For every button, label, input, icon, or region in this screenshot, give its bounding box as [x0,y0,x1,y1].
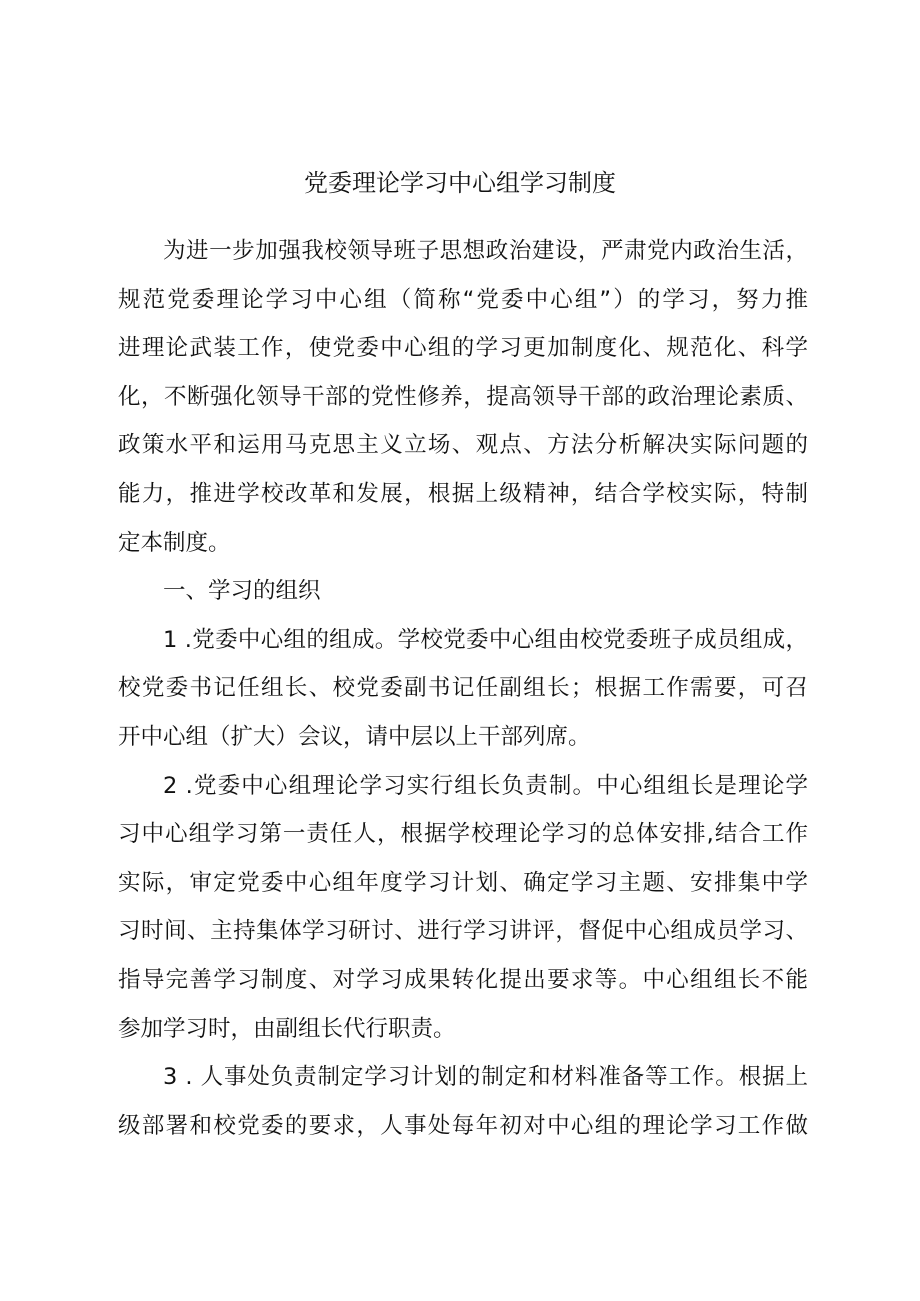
text-line: 级部署和校党委的要求，人事处每年初对中心组的理论学习工作做 [118,1112,808,1139]
document-body [118,227,808,1150]
text-line: 参加学习时，由副组长代行职责。 [118,1015,456,1042]
text-line: 开中心组（扩大）会议，请中层以上干部列席。 [118,723,591,750]
text-line: 1 .党委中心组的组成。学校党委中心组由校党委班子成员组成， [163,626,808,653]
text-line: 2 .党委中心组理论学习实行组长负责制。中心组组长是理论学 [163,772,808,799]
text-line: 规范党委理论学习中心组（简称“党委中心组”）的学习，努力推 [118,286,808,313]
text-line: 校党委书记任组长、校党委副书记任副组长；根据工作需要，可召 [118,675,808,702]
document-title: 党委理论学习中心组学习制度 [304,169,616,197]
text-line: 为进一步加强我校领导班子思想政治建设，严肃党内政治生活， [163,238,808,264]
text-line: 习时间、主持集体学习研讨、进行学习讲评，督促中心组成员学习、 [118,918,808,945]
text-line: 能力，推进学校改革和发展，根据上级精神，结合学校实际，特制 [118,480,808,507]
text-line: 定本制度。 [118,529,231,556]
text-line: 指导完善学习制度、对学习成果转化提出要求等。中心组组长不能 [118,966,808,993]
text-line: 政策水平和运用马克思主义立场、观点、方法分析解决实际问题的 [118,432,808,459]
text-line: 实际，审定党委中心组年度学习计划、确定学习主题、安排集中学 [118,869,808,896]
section-heading: 一、学习的组织 [163,578,321,605]
text-line: 3 . 人事处负责制定学习计划的制定和材料准备等工作。根据上 [163,1064,808,1091]
text-line: 进理论武装工作，使党委中心组的学习更加制度化、规范化、科学 [118,335,808,362]
text-line: 习中心组学习第一责任人，根据学校理论学习的总体安排,结合工作 [118,821,808,848]
text-line: 化，不断强化领导干部的党性修养，提高领导干部的政治理论素质、 [118,383,808,410]
